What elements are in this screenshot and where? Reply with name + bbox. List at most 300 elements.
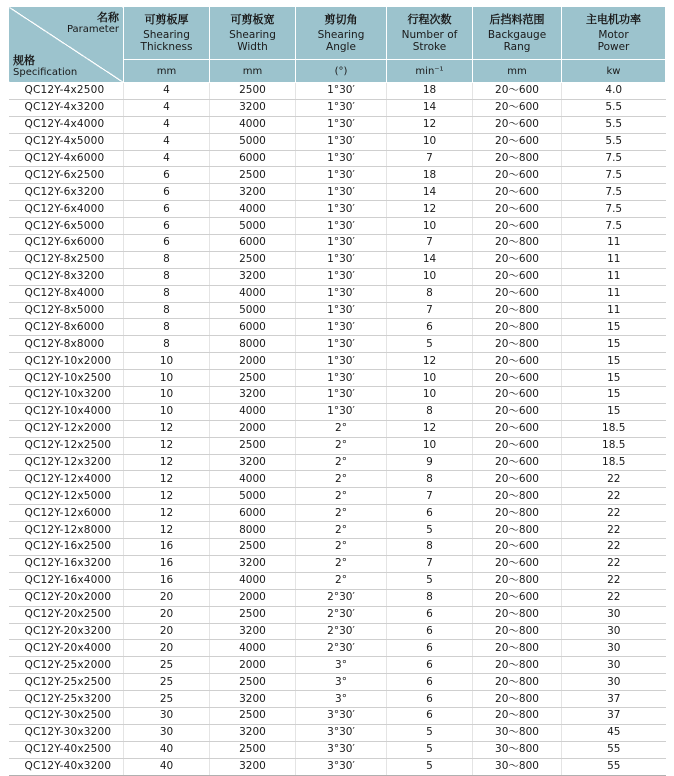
power-cell: 18.5 xyxy=(562,454,666,471)
power-cell: 4.0 xyxy=(562,83,666,100)
thickness-cell: 10 xyxy=(124,353,210,370)
width-cell: 2500 xyxy=(210,437,296,454)
angle-cell: 2°30′ xyxy=(296,589,387,606)
table-row xyxy=(9,336,666,353)
spec-table-container xyxy=(8,6,665,776)
table-row xyxy=(9,353,666,370)
thickness-cell: 25 xyxy=(124,691,210,708)
thickness-cell: 8 xyxy=(124,319,210,336)
width-cell: 3200 xyxy=(210,555,296,572)
width-cell: 2000 xyxy=(210,589,296,606)
table-row xyxy=(9,707,666,724)
backgauge-cell: 20～600 xyxy=(473,387,562,404)
table-row xyxy=(9,623,666,640)
thickness-cell: 4 xyxy=(124,116,210,133)
stroke-cell: 5 xyxy=(387,522,473,539)
table-row xyxy=(9,488,666,505)
stroke-cell: 10 xyxy=(387,268,473,285)
backgauge-cell: 20～600 xyxy=(473,420,562,437)
table-row xyxy=(9,184,666,201)
power-cell: 22 xyxy=(562,539,666,556)
power-cell: 22 xyxy=(562,471,666,488)
thickness-cell: 20 xyxy=(124,589,210,606)
angle-cell: 2°30′ xyxy=(296,606,387,623)
thickness-cell: 30 xyxy=(124,707,210,724)
column-title-en: Shearing xyxy=(229,29,276,41)
thickness-cell: 10 xyxy=(124,403,210,420)
thickness-cell: 16 xyxy=(124,572,210,589)
model-cell: QC12Y-30x2500 xyxy=(9,707,124,724)
width-cell: 4000 xyxy=(210,403,296,420)
width-cell: 2500 xyxy=(210,251,296,268)
stroke-cell: 6 xyxy=(387,691,473,708)
backgauge-cell: 20～800 xyxy=(473,691,562,708)
angle-cell: 1°30′ xyxy=(296,285,387,302)
model-cell: QC12Y-6x5000 xyxy=(9,218,124,235)
power-cell: 55 xyxy=(562,758,666,775)
column-title-en: Angle xyxy=(326,41,356,53)
thickness-cell: 4 xyxy=(124,83,210,100)
model-cell: QC12Y-25x2500 xyxy=(9,674,124,691)
width-cell: 3200 xyxy=(210,454,296,471)
table-row xyxy=(9,471,666,488)
backgauge-cell: 30～800 xyxy=(473,741,562,758)
stroke-cell: 5 xyxy=(387,758,473,775)
table-row xyxy=(9,724,666,741)
table-row xyxy=(9,674,666,691)
column-title-zh: 行程次数 xyxy=(407,13,452,26)
model-cell: QC12Y-16x2500 xyxy=(9,539,124,556)
width-cell: 3200 xyxy=(210,623,296,640)
width-cell: 5000 xyxy=(210,302,296,319)
model-cell: QC12Y-8x4000 xyxy=(9,285,124,302)
backgauge-cell: 20～600 xyxy=(473,370,562,387)
model-cell: QC12Y-4x6000 xyxy=(9,150,124,167)
table-row xyxy=(9,454,666,471)
angle-cell: 2° xyxy=(296,454,387,471)
backgauge-cell: 20～800 xyxy=(473,623,562,640)
model-cell: QC12Y-40x3200 xyxy=(9,758,124,775)
width-cell: 3200 xyxy=(210,99,296,116)
backgauge-cell: 20～800 xyxy=(473,674,562,691)
width-cell: 2500 xyxy=(210,167,296,184)
stroke-cell: 8 xyxy=(387,589,473,606)
angle-cell: 1°30′ xyxy=(296,235,387,252)
stroke-cell: 14 xyxy=(387,251,473,268)
stroke-cell: 5 xyxy=(387,572,473,589)
thickness-cell: 10 xyxy=(124,370,210,387)
model-cell: QC12Y-12x3200 xyxy=(9,454,124,471)
backgauge-cell: 30～800 xyxy=(473,758,562,775)
thickness-cell: 25 xyxy=(124,657,210,674)
thickness-cell: 20 xyxy=(124,623,210,640)
thickness-cell: 4 xyxy=(124,133,210,150)
thickness-cell: 10 xyxy=(124,387,210,404)
thickness-cell: 6 xyxy=(124,201,210,218)
unit-width: mm xyxy=(210,60,296,83)
table-row xyxy=(9,133,666,150)
stroke-cell: 7 xyxy=(387,235,473,252)
stroke-cell: 18 xyxy=(387,167,473,184)
table-row xyxy=(9,268,666,285)
column-title-zh: 剪切角 xyxy=(324,13,358,26)
angle-cell: 1°30′ xyxy=(296,403,387,420)
width-cell: 3200 xyxy=(210,184,296,201)
stroke-cell: 8 xyxy=(387,403,473,420)
width-cell: 2000 xyxy=(210,657,296,674)
power-cell: 30 xyxy=(562,623,666,640)
angle-cell: 2° xyxy=(296,572,387,589)
power-cell: 30 xyxy=(562,674,666,691)
backgauge-cell: 20～800 xyxy=(473,657,562,674)
width-cell: 3200 xyxy=(210,724,296,741)
model-cell: QC12Y-6x2500 xyxy=(9,167,124,184)
angle-cell: 1°30′ xyxy=(296,150,387,167)
thickness-cell: 12 xyxy=(124,437,210,454)
angle-cell: 1°30′ xyxy=(296,133,387,150)
stroke-cell: 12 xyxy=(387,116,473,133)
width-cell: 3200 xyxy=(210,268,296,285)
power-cell: 30 xyxy=(562,640,666,657)
stroke-cell: 6 xyxy=(387,640,473,657)
table-row xyxy=(9,741,666,758)
model-cell: QC12Y-8x6000 xyxy=(9,319,124,336)
column-title-en: Number of xyxy=(401,29,458,41)
power-cell: 7.5 xyxy=(562,167,666,184)
width-cell: 2500 xyxy=(210,741,296,758)
specification-table xyxy=(8,6,666,776)
stroke-cell: 7 xyxy=(387,488,473,505)
backgauge-cell: 20～600 xyxy=(473,539,562,556)
backgauge-cell: 20～600 xyxy=(473,201,562,218)
thickness-cell: 16 xyxy=(124,555,210,572)
model-cell: QC12Y-20x2500 xyxy=(9,606,124,623)
width-cell: 8000 xyxy=(210,522,296,539)
width-cell: 2500 xyxy=(210,370,296,387)
backgauge-cell: 20～800 xyxy=(473,640,562,657)
table-row xyxy=(9,150,666,167)
stroke-cell: 6 xyxy=(387,319,473,336)
width-cell: 5000 xyxy=(210,218,296,235)
backgauge-cell: 20～600 xyxy=(473,184,562,201)
backgauge-cell: 20～800 xyxy=(473,302,562,319)
angle-cell: 2°30′ xyxy=(296,623,387,640)
thickness-cell: 16 xyxy=(124,539,210,556)
thickness-cell: 12 xyxy=(124,420,210,437)
model-cell: QC12Y-8x2500 xyxy=(9,251,124,268)
power-cell: 18.5 xyxy=(562,437,666,454)
backgauge-cell: 20～800 xyxy=(473,505,562,522)
table-row xyxy=(9,167,666,184)
parameter-label-zh: 名称 xyxy=(97,11,119,24)
model-cell: QC12Y-12x5000 xyxy=(9,488,124,505)
backgauge-cell: 20～600 xyxy=(473,437,562,454)
stroke-cell: 18 xyxy=(387,83,473,100)
angle-cell: 3° xyxy=(296,674,387,691)
stroke-cell: 10 xyxy=(387,370,473,387)
stroke-cell: 8 xyxy=(387,539,473,556)
column-title-en: Shearing xyxy=(317,29,365,41)
backgauge-cell: 20～600 xyxy=(473,116,562,133)
width-cell: 2000 xyxy=(210,353,296,370)
stroke-cell: 12 xyxy=(387,353,473,370)
model-cell: QC12Y-16x4000 xyxy=(9,572,124,589)
width-cell: 4000 xyxy=(210,116,296,133)
backgauge-cell: 20～800 xyxy=(473,235,562,252)
backgauge-cell: 20～600 xyxy=(473,454,562,471)
table-row xyxy=(9,99,666,116)
stroke-cell: 8 xyxy=(387,285,473,302)
width-cell: 2500 xyxy=(210,606,296,623)
table-row xyxy=(9,522,666,539)
thickness-cell: 8 xyxy=(124,268,210,285)
power-cell: 22 xyxy=(562,488,666,505)
power-cell: 5.5 xyxy=(562,99,666,116)
table-body xyxy=(9,83,666,776)
specification-label-en: Specification xyxy=(13,67,78,78)
width-cell: 6000 xyxy=(210,235,296,252)
backgauge-cell: 20～800 xyxy=(473,606,562,623)
backgauge-cell: 20～800 xyxy=(473,150,562,167)
stroke-cell: 9 xyxy=(387,454,473,471)
column-title-zh: 可剪板宽 xyxy=(230,13,275,26)
power-cell: 55 xyxy=(562,741,666,758)
table-row xyxy=(9,201,666,218)
model-cell: QC12Y-6x6000 xyxy=(9,235,124,252)
corner-specification-label xyxy=(13,54,77,79)
power-cell: 15 xyxy=(562,319,666,336)
width-cell: 2500 xyxy=(210,83,296,100)
power-cell: 11 xyxy=(562,235,666,252)
corner-parameter-label xyxy=(67,11,119,36)
power-cell: 15 xyxy=(562,403,666,420)
angle-cell: 2° xyxy=(296,488,387,505)
backgauge-cell: 20～800 xyxy=(473,488,562,505)
table-row xyxy=(9,235,666,252)
table-row xyxy=(9,370,666,387)
thickness-cell: 8 xyxy=(124,251,210,268)
angle-cell: 1°30′ xyxy=(296,353,387,370)
width-cell: 8000 xyxy=(210,336,296,353)
stroke-cell: 10 xyxy=(387,387,473,404)
angle-cell: 2° xyxy=(296,420,387,437)
table-row xyxy=(9,83,666,100)
header-motor-power xyxy=(562,7,666,60)
angle-cell: 3° xyxy=(296,657,387,674)
power-cell: 15 xyxy=(562,370,666,387)
stroke-cell: 10 xyxy=(387,133,473,150)
column-title-en: Stroke xyxy=(412,41,447,53)
thickness-cell: 12 xyxy=(124,454,210,471)
width-cell: 4000 xyxy=(210,285,296,302)
table-row xyxy=(9,572,666,589)
angle-cell: 3°30′ xyxy=(296,758,387,775)
stroke-cell: 12 xyxy=(387,420,473,437)
angle-cell: 2° xyxy=(296,522,387,539)
model-cell: QC12Y-4x2500 xyxy=(9,83,124,100)
unit-angle: (°) xyxy=(296,60,387,83)
stroke-cell: 10 xyxy=(387,437,473,454)
backgauge-cell: 20～800 xyxy=(473,572,562,589)
thickness-cell: 8 xyxy=(124,336,210,353)
stroke-cell: 6 xyxy=(387,505,473,522)
column-title-zh: 后挡料范围 xyxy=(489,13,545,26)
table-row xyxy=(9,539,666,556)
thickness-cell: 6 xyxy=(124,218,210,235)
power-cell: 15 xyxy=(562,353,666,370)
stroke-cell: 8 xyxy=(387,471,473,488)
power-cell: 22 xyxy=(562,572,666,589)
thickness-cell: 40 xyxy=(124,741,210,758)
angle-cell: 1°30′ xyxy=(296,302,387,319)
thickness-cell: 8 xyxy=(124,285,210,302)
model-cell: QC12Y-6x3200 xyxy=(9,184,124,201)
model-cell: QC12Y-40x2500 xyxy=(9,741,124,758)
model-cell: QC12Y-10x2000 xyxy=(9,353,124,370)
table-row xyxy=(9,555,666,572)
unit-thickness: mm xyxy=(124,60,210,83)
backgauge-cell: 20～600 xyxy=(473,403,562,420)
angle-cell: 2° xyxy=(296,437,387,454)
angle-cell: 2° xyxy=(296,471,387,488)
stroke-cell: 10 xyxy=(387,218,473,235)
thickness-cell: 6 xyxy=(124,235,210,252)
power-cell: 30 xyxy=(562,657,666,674)
angle-cell: 1°30′ xyxy=(296,218,387,235)
model-cell: QC12Y-10x2500 xyxy=(9,370,124,387)
model-cell: QC12Y-25x2000 xyxy=(9,657,124,674)
table-row xyxy=(9,387,666,404)
angle-cell: 3°30′ xyxy=(296,707,387,724)
backgauge-cell: 20～800 xyxy=(473,707,562,724)
table-row xyxy=(9,251,666,268)
power-cell: 11 xyxy=(562,268,666,285)
table-row xyxy=(9,589,666,606)
backgauge-cell: 20～800 xyxy=(473,522,562,539)
width-cell: 5000 xyxy=(210,488,296,505)
backgauge-cell: 20～800 xyxy=(473,336,562,353)
column-title-zh: 可剪板厚 xyxy=(144,13,189,26)
parameter-label-en: Parameter xyxy=(66,24,119,35)
angle-cell: 1°30′ xyxy=(296,184,387,201)
model-cell: QC12Y-20x2000 xyxy=(9,589,124,606)
stroke-cell: 7 xyxy=(387,302,473,319)
angle-cell: 2°30′ xyxy=(296,640,387,657)
angle-cell: 2° xyxy=(296,555,387,572)
model-cell: QC12Y-30x3200 xyxy=(9,724,124,741)
power-cell: 15 xyxy=(562,336,666,353)
model-cell: QC12Y-20x3200 xyxy=(9,623,124,640)
model-cell: QC12Y-4x5000 xyxy=(9,133,124,150)
stroke-cell: 7 xyxy=(387,555,473,572)
table-row xyxy=(9,640,666,657)
table-row xyxy=(9,218,666,235)
thickness-cell: 20 xyxy=(124,640,210,657)
angle-cell: 1°30′ xyxy=(296,99,387,116)
width-cell: 5000 xyxy=(210,133,296,150)
width-cell: 4000 xyxy=(210,572,296,589)
width-cell: 3200 xyxy=(210,387,296,404)
model-cell: QC12Y-8x8000 xyxy=(9,336,124,353)
power-cell: 15 xyxy=(562,387,666,404)
thickness-cell: 6 xyxy=(124,184,210,201)
angle-cell: 1°30′ xyxy=(296,268,387,285)
width-cell: 2500 xyxy=(210,539,296,556)
stroke-cell: 5 xyxy=(387,724,473,741)
unit-backgauge: mm xyxy=(473,60,562,83)
column-title-zh: 主电机功率 xyxy=(586,13,641,26)
angle-cell: 2° xyxy=(296,539,387,556)
power-cell: 22 xyxy=(562,555,666,572)
table-row xyxy=(9,116,666,133)
stroke-cell: 14 xyxy=(387,184,473,201)
angle-cell: 1°30′ xyxy=(296,336,387,353)
specification-label-zh: 规格 xyxy=(13,54,35,67)
model-cell: QC12Y-12x2500 xyxy=(9,437,124,454)
power-cell: 7.5 xyxy=(562,150,666,167)
model-cell: QC12Y-12x6000 xyxy=(9,505,124,522)
power-cell: 5.5 xyxy=(562,133,666,150)
unit-stroke: min⁻¹ xyxy=(387,60,473,83)
backgauge-cell: 20～600 xyxy=(473,251,562,268)
table-row xyxy=(9,758,666,775)
width-cell: 4000 xyxy=(210,471,296,488)
width-cell: 2000 xyxy=(210,420,296,437)
thickness-cell: 4 xyxy=(124,99,210,116)
backgauge-cell: 20～600 xyxy=(473,83,562,100)
column-title-en: Thickness xyxy=(140,41,193,53)
width-cell: 2500 xyxy=(210,674,296,691)
width-cell: 2500 xyxy=(210,707,296,724)
width-cell: 4000 xyxy=(210,201,296,218)
thickness-cell: 12 xyxy=(124,471,210,488)
backgauge-cell: 20～600 xyxy=(473,167,562,184)
table-row xyxy=(9,319,666,336)
angle-cell: 3°30′ xyxy=(296,724,387,741)
stroke-cell: 6 xyxy=(387,623,473,640)
model-cell: QC12Y-12x2000 xyxy=(9,420,124,437)
angle-cell: 2° xyxy=(296,505,387,522)
table-row xyxy=(9,403,666,420)
backgauge-cell: 20～600 xyxy=(473,555,562,572)
backgauge-cell: 20～600 xyxy=(473,99,562,116)
table-row xyxy=(9,606,666,623)
width-cell: 4000 xyxy=(210,640,296,657)
header-shearing-angle xyxy=(296,7,387,60)
power-cell: 22 xyxy=(562,589,666,606)
backgauge-cell: 20～600 xyxy=(473,471,562,488)
model-cell: QC12Y-25x3200 xyxy=(9,691,124,708)
angle-cell: 3°30′ xyxy=(296,741,387,758)
thickness-cell: 6 xyxy=(124,167,210,184)
stroke-cell: 6 xyxy=(387,606,473,623)
backgauge-cell: 20～600 xyxy=(473,353,562,370)
thickness-cell: 12 xyxy=(124,488,210,505)
thickness-cell: 25 xyxy=(124,674,210,691)
width-cell: 6000 xyxy=(210,505,296,522)
column-title-en: Backgauge xyxy=(487,29,547,41)
table-row xyxy=(9,437,666,454)
backgauge-cell: 20～800 xyxy=(473,319,562,336)
model-cell: QC12Y-8x3200 xyxy=(9,268,124,285)
backgauge-cell: 30～800 xyxy=(473,724,562,741)
angle-cell: 1°30′ xyxy=(296,251,387,268)
model-cell: QC12Y-10x4000 xyxy=(9,403,124,420)
table-row xyxy=(9,285,666,302)
power-cell: 45 xyxy=(562,724,666,741)
power-cell: 37 xyxy=(562,691,666,708)
stroke-cell: 5 xyxy=(387,336,473,353)
